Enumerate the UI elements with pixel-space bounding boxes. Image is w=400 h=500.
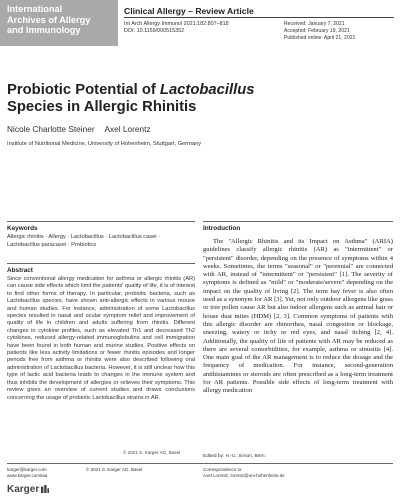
title-part: Species in Allergic Rhinitis [7, 99, 197, 115]
author-list [7, 124, 159, 134]
accepted-date: Accepted: February 19, 2021 [284, 27, 350, 34]
footer-website[interactable]: www.karger.com/iaa [7, 473, 48, 478]
abstract-body: Since conventional allergy medication for asthma or allergic rhinitis (AR) can cause side effects which limit the patients' quality of life, it is of interest to find other forms of therapy. In particular, probiotic bacteria, such as Lactobacillus species, have shown anti-allergic effects in various mouse and human studies. For instance, administration of some Lactobacillus species resulted in nasal and ocular symptom relief and improvement of quality of life in children and adults suffering from rhinitis. Different changes in cytokine profiles, such as elevated Th1 and decreased Th2 cytokines, reduced allergy-related immunoglobulins and cell immigration have been found in both human and murine studies. Positive effects on patients like less activity limitations or fewer rhinitis episodes and longer periods free from asthma or rhinitis were also described following oral administration of Lactobacillus bacteria. However, it is still unclear how this type of lactic acid bacteria leads to changes in the immune system and thus inhibits the development of allergies or relieves their symptoms. This review gives an overview of current studies and draws conclusions concerning the usage of probiotic Lactobacillus strains in AR. [7, 276, 195, 401]
publisher-name: Karger [7, 484, 40, 495]
publisher-logo [7, 484, 49, 495]
introduction-body: The "Allergic Rhinitis and its Impact on Asthma" (ARIA) guidelines classify allergic rhinitis (AR) as "intermittent" or "persistent" disorder, depending on the presence of symptoms within 4 weeks. Sometimes, the terms "seasonal" or "perennial" are connected with AR, instead of "intermittent" or "persistent" [1]. The severity of symptoms is defined as "mild" or "moderate/severe" depending on the impact on the quality of living [2]. The term hay fever is also often used as a synonym for AR [3]. Yet, not only outdoor allergens like grass or tree pollen cause AR but also indoor allergens such as animal hair or house dust mites (HDM) [2, 3]. Common symptoms of patients with this allergic disorder are rhinorrhea, nasal congestion or blockage, sneezing, watery or itchy or red eyes, and nasal itching [2, 4]. Additionally, the quality of life of patients with AR may be reduced as there are several comorbidities, for example, asthma or sinusitis [4]. One main goal of the AR management is to reduce the dosage and the frequency of medication. For instance, second-generation antihistamines or steroids are often prescribed as a long-term treatment for AR patients. Possible side effects of long-term treatment with allergy medication [203, 238, 393, 395]
title-part: Probiotic Potential of [7, 82, 160, 98]
abstract-copyright: © 2021 S. Karger AG, Basel [123, 450, 181, 455]
received-date: Received: January 7, 2021 [284, 21, 345, 27]
journal-name-line: Archives of Allergy [7, 14, 91, 25]
journal-name-block [0, 0, 118, 46]
footer-contact [7, 467, 47, 479]
introduction-divider [203, 221, 393, 222]
journal-name-line: and Immunology [7, 25, 81, 36]
edited-by: Edited by: H.-U. Simon, Bern. [203, 454, 266, 459]
footer-divider [7, 463, 393, 464]
author-name[interactable]: Axel Lorentz [104, 124, 151, 134]
footer-email[interactable]: karger@karger.com [7, 467, 47, 472]
correspondence-label: Correspondence to: [203, 467, 243, 472]
correspondence-contact[interactable]: Axel Lorentz, lorentz@uni-hohenheim.de [203, 473, 285, 478]
section-label: Clinical Allergy – Review Article [124, 6, 254, 16]
header-divider [124, 17, 394, 18]
citation-line: Int Arch Allergy Immunol 2021;182:807–818 [124, 21, 229, 27]
author-name[interactable]: Nicole Charlotte Steiner [7, 124, 95, 134]
keywords-divider [7, 221, 195, 222]
keywords-line: Lactobacillus paracasei · Probiotics [7, 241, 97, 248]
publication-dates [284, 21, 355, 41]
footer-correspondence [203, 467, 285, 479]
publisher-mark-icon [41, 485, 49, 493]
title-italic: Lactobacillus [159, 82, 255, 98]
citation [124, 21, 229, 35]
introduction-heading: Introduction [203, 225, 241, 232]
affiliation: Institute of Nutritional Medicine, University of Hohenheim, Stuttgart, Germany [7, 141, 202, 147]
abstract-heading: Abstract [7, 267, 33, 274]
footer-copyright: © 2021 S. Karger AG, Basel [86, 467, 143, 472]
published-date: Published online: April 21, 2021 [284, 34, 356, 41]
keywords-list [7, 234, 195, 249]
doi[interactable]: DOI: 10.1159/000515352 [124, 28, 185, 34]
abstract-divider [7, 263, 195, 264]
journal-name-line: International [7, 4, 63, 14]
keywords-line: Allergic rhinitis · Allergy · Lactobacillus · Lactobacillus casei · [7, 234, 160, 240]
article-title [7, 82, 307, 116]
keywords-heading: Keywords [7, 225, 38, 232]
